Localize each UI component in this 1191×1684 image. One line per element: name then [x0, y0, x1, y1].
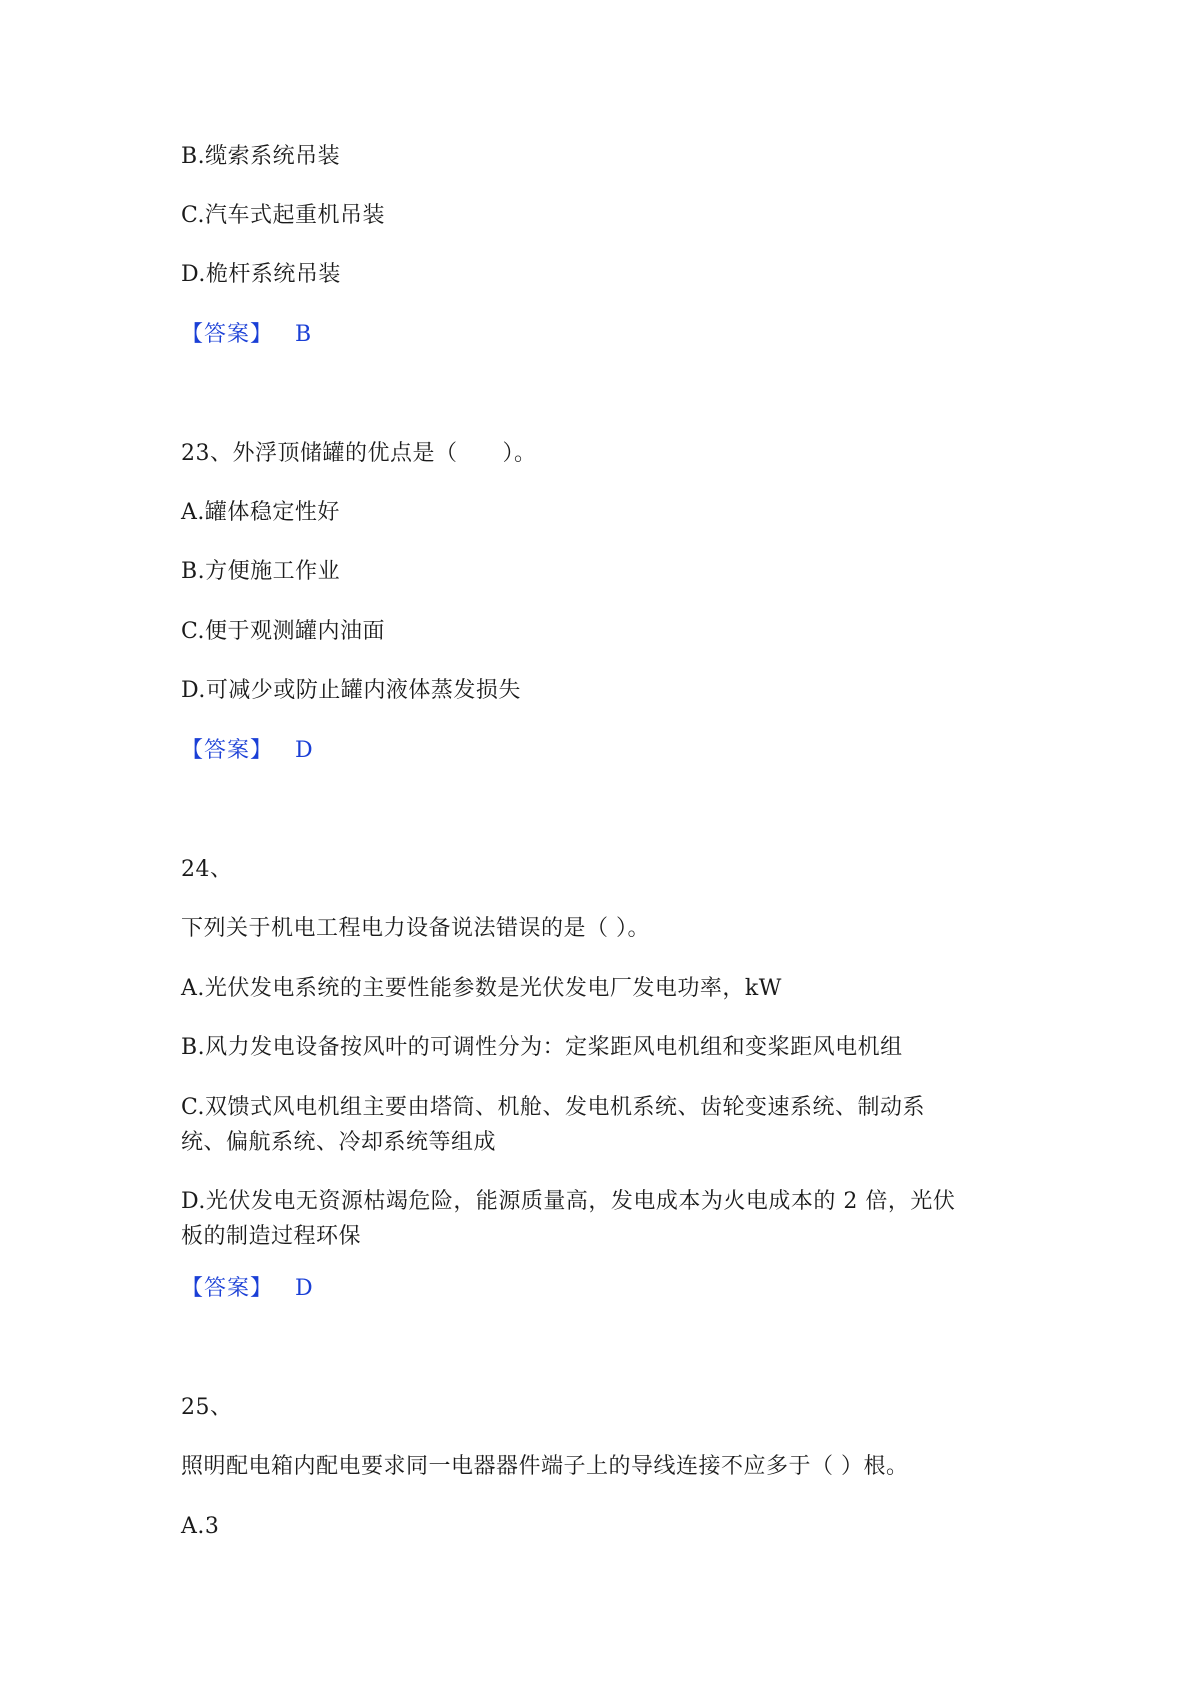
q23-answer	[181, 734, 313, 768]
q24-option-a: A.光伏发电系统的主要性能参数是光伏发电厂发电功率，kW	[181, 976, 782, 1001]
q22-option-c: C.汽车式起重机吊装	[181, 203, 386, 228]
q24-number: 24、	[181, 857, 233, 882]
answer-label: 【答案】	[181, 738, 274, 763]
q24-question: 下列关于机电工程电力设备说法错误的是（ ）。	[181, 916, 650, 941]
q22-option-b: B.缆索系统吊装	[181, 144, 341, 169]
answer-label: 【答案】	[181, 322, 274, 347]
q22-option-d: D.桅杆系统吊装	[181, 262, 341, 287]
q24-answer	[181, 1272, 313, 1306]
q25-number: 25、	[181, 1395, 233, 1420]
q23-option-b: B.方便施工作业	[181, 559, 341, 584]
q25-option-a: A.3	[181, 1514, 220, 1539]
q24-option-c-line1: C.双馈式风电机组主要由塔筒、机舱、发电机系统、齿轮变速系统、制动系	[181, 1095, 926, 1120]
answer-value: D	[295, 738, 314, 763]
answer-value: D	[295, 1276, 314, 1301]
answer-label: 【答案】	[181, 1276, 274, 1301]
answer-value: B	[295, 322, 312, 347]
q22-answer	[181, 318, 312, 352]
q24-option-c-line2: 统、偏航系统、冷却系统等组成	[181, 1130, 497, 1155]
q23-question: 23、外浮顶储罐的优点是（ ）。	[181, 441, 537, 466]
q23-option-c: C.便于观测罐内油面	[181, 619, 386, 644]
q25-question: 照明配电箱内配电要求同一电器器件端子上的导线连接不应多于（ ）根。	[181, 1454, 909, 1479]
q23-option-a: A.罐体稳定性好	[181, 500, 340, 525]
q23-option-d: D.可减少或防止罐内液体蒸发损失	[181, 678, 521, 703]
q24-option-d-line1: D.光伏发电无资源枯竭危险，能源质量高，发电成本为火电成本的 2 倍，光伏	[181, 1189, 956, 1214]
q24-option-b: B.风力发电设备按风叶的可调性分为：定桨距风电机组和变桨距风电机组	[181, 1035, 903, 1060]
q24-option-d-line2: 板的制造过程环保	[181, 1224, 362, 1249]
